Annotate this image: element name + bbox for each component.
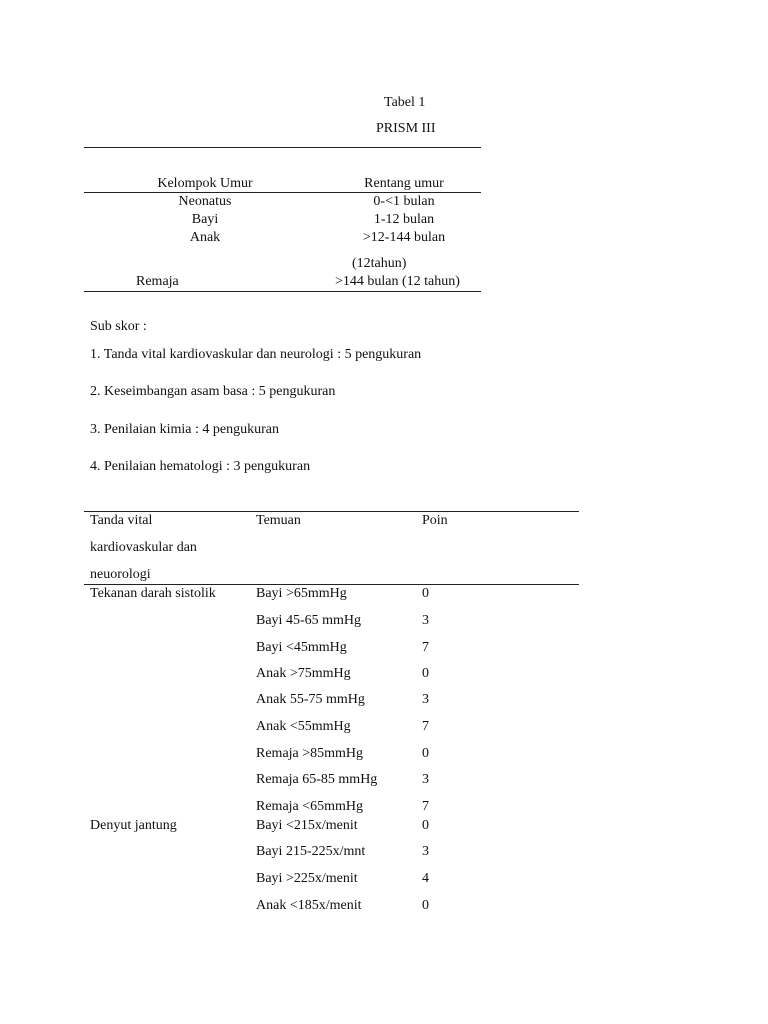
subscore-title: Sub skor :	[90, 319, 147, 334]
table2-header-finding: Temuan	[256, 513, 301, 528]
table1-header-range: Rentang umur	[364, 176, 444, 191]
table2-finding: Remaja 65-85 mmHg	[256, 772, 378, 787]
table2-header-points: Poin	[422, 513, 448, 528]
table2-header-vital: neuorologi	[90, 567, 151, 582]
table2-finding: Anak 55-75 mmHg	[256, 692, 365, 707]
table2-finding: Bayi 45-65 mmHg	[256, 613, 361, 628]
table1-title: PRISM III	[376, 121, 436, 136]
table2-finding: Remaja <65mmHg	[256, 799, 364, 814]
table2-top-rule	[84, 511, 579, 512]
table2-header-vital: Tanda vital	[90, 513, 153, 528]
table2-points: 3	[422, 844, 429, 859]
table1-row-range: 0-<1 bulan	[373, 194, 435, 209]
table2-points: 0	[422, 898, 429, 913]
table2-points: 0	[422, 586, 429, 601]
table2-points: 3	[422, 613, 429, 628]
table2-finding: Anak >75mmHg	[256, 666, 351, 681]
table2-points: 0	[422, 818, 429, 833]
table1-row-note: (12tahun)	[352, 256, 407, 271]
table2-points: 3	[422, 692, 429, 707]
table1-row-group: Remaja	[136, 274, 179, 289]
table1-header-rule	[84, 192, 481, 193]
table2-header-vital: kardiovaskular dan	[90, 540, 197, 555]
table2-points: 7	[422, 799, 429, 814]
table1-row-group: Anak	[189, 230, 221, 245]
subscore-item: 2. Keseimbangan asam basa : 5 pengukuran	[90, 384, 336, 399]
subscore-item: 1. Tanda vital kardiovaskular dan neurologi : 5 pengukuran	[90, 347, 422, 362]
table2-finding: Bayi >225x/menit	[256, 871, 358, 886]
subscore-item: 3. Penilaian kimia : 4 pengukuran	[90, 422, 279, 437]
table2-group-name: Denyut jantung	[90, 818, 177, 833]
table1-caption: Tabel 1	[384, 95, 426, 110]
table1-row-range: >12-144 bulan	[362, 230, 446, 245]
table1-header-group: Kelompok Umur	[157, 176, 253, 191]
table2-finding: Bayi >65mmHg	[256, 586, 347, 601]
table2-points: 0	[422, 666, 429, 681]
table2-points: 0	[422, 746, 429, 761]
table2-points: 4	[422, 871, 429, 886]
table2-finding: Anak <55mmHg	[256, 719, 351, 734]
table2-header-rule	[84, 584, 579, 585]
table2-group-name: Tekanan darah sistolik	[90, 586, 216, 601]
subscore-item: 4. Penilaian hematologi : 3 pengukuran	[90, 459, 311, 474]
table2-points: 7	[422, 640, 429, 655]
table1-top-rule	[84, 147, 481, 148]
table1-row-group: Neonatus	[178, 194, 232, 209]
table1-bottom-rule	[84, 291, 481, 292]
table2-finding: Bayi <215x/menit	[256, 818, 358, 833]
table1-row-range: >144 bulan (12 tahun)	[335, 274, 460, 289]
table2-finding: Bayi 215-225x/mnt	[256, 844, 366, 859]
table2-finding: Remaja >85mmHg	[256, 746, 364, 761]
table2-finding: Bayi <45mmHg	[256, 640, 347, 655]
table2-finding: Anak <185x/menit	[256, 898, 362, 913]
table2-points: 7	[422, 719, 429, 734]
table1-row-group: Bayi	[191, 212, 219, 227]
table2-points: 3	[422, 772, 429, 787]
table1-row-range: 1-12 bulan	[373, 212, 435, 227]
